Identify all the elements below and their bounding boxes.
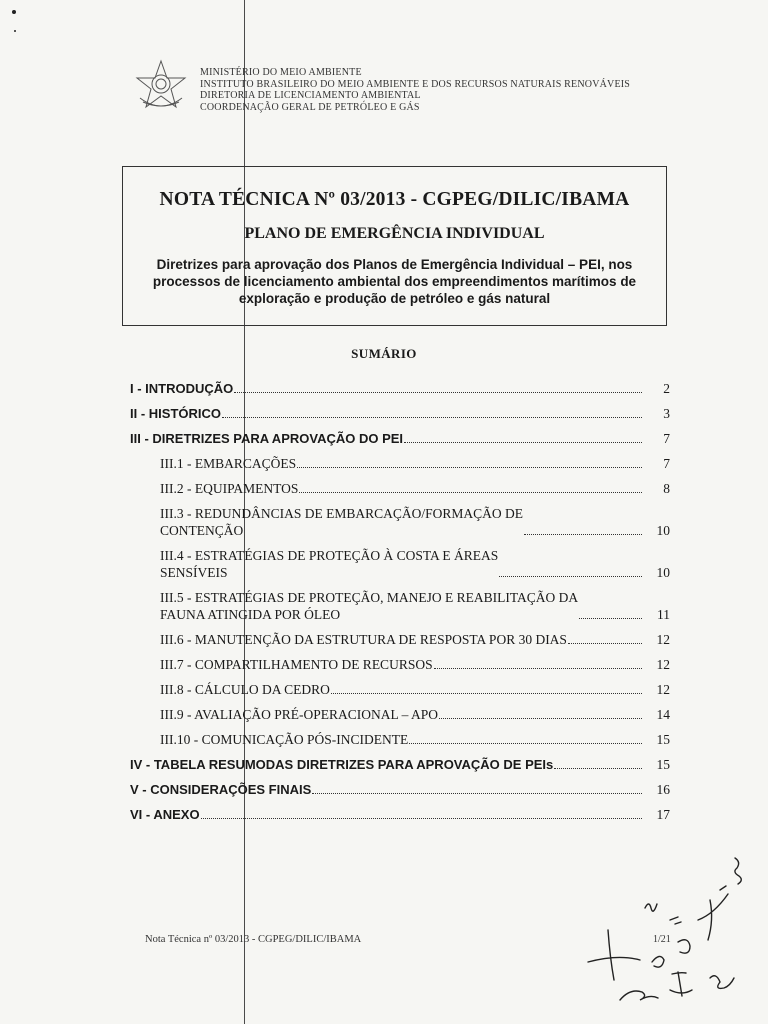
toc-item[interactable] <box>130 380 670 397</box>
toc-page-number: 17 <box>656 807 670 822</box>
toc-page-number: 14 <box>656 707 670 722</box>
toc-item[interactable] <box>130 405 670 422</box>
header-line-institute: INSTITUTO BRASILEIRO DO MEIO AMBIENTE E DOS RECURSOS NATURAIS RENOVÁVEIS <box>200 78 631 90</box>
toc-page-number: 7 <box>663 431 670 446</box>
toc-leader <box>312 793 642 794</box>
toc-page-number: 12 <box>656 682 670 697</box>
title-box <box>122 166 667 326</box>
toc-page-number: 15 <box>656 757 670 772</box>
toc-label: V - CONSIDERAÇÕES FINAIS <box>130 782 312 797</box>
toc-page-number: 12 <box>656 632 670 647</box>
toc-label: II - HISTÓRICO <box>130 406 221 421</box>
page-counter: 1/21 <box>653 934 671 945</box>
toc-leader <box>499 576 642 577</box>
sumario-heading: SUMÁRIO <box>351 346 417 361</box>
scan-speck <box>12 10 16 14</box>
toc-page-number: 7 <box>663 456 670 471</box>
handwritten-signatures-icon <box>560 850 760 1020</box>
header-line-directorate: DIRETORIA DE LICENCIAMENTO AMBIENTAL <box>200 90 421 101</box>
toc-item[interactable] <box>130 480 670 497</box>
toc-leader <box>299 492 642 493</box>
toc-leader <box>439 718 642 719</box>
toc-label: III.9 - AVALIAÇÃO PRÉ-OPERACIONAL – APO <box>160 707 439 722</box>
toc-item[interactable] <box>130 505 670 539</box>
toc-label: VI - ANEXO <box>130 807 200 822</box>
toc-item[interactable] <box>130 731 670 748</box>
toc-leader <box>409 743 642 744</box>
toc-leader <box>554 768 642 769</box>
toc-label: III.7 - COMPARTILHAMENTO DE RECURSOS <box>160 657 433 672</box>
toc-item[interactable] <box>130 430 670 447</box>
toc-label: III.2 - EQUIPAMENTOS <box>160 481 299 496</box>
toc-leader <box>331 693 642 694</box>
toc-leader <box>404 442 642 443</box>
toc-page-number: 3 <box>663 406 670 421</box>
toc-item[interactable] <box>130 806 670 823</box>
document-title: NOTA TÉCNICA Nº 03/2013 - CGPEG/DILIC/IBAMA <box>159 189 630 210</box>
toc-page-number: 2 <box>663 381 670 396</box>
toc-leader <box>434 668 642 669</box>
toc-item[interactable] <box>130 706 670 723</box>
toc-label: III.4 - ESTRATÉGIAS DE PROTEÇÃO À COSTA E ÁREAS SENSÍVEIS <box>160 548 499 580</box>
toc-item[interactable] <box>130 656 670 673</box>
toc-page-number: 8 <box>663 481 670 496</box>
document-description: Diretrizes para aprovação dos Planos de Emergência Individual – PEI, nos processos de licenciamento ambiental dos empreendimentos marítimos de exploração e produção de petróleo e gás natural <box>152 257 637 306</box>
table-of-contents <box>130 380 670 831</box>
toc-leader <box>579 618 642 619</box>
toc-label: III.1 - EMBARCAÇÕES <box>160 456 297 471</box>
toc-label: III - DIRETRIZES PARA APROVAÇÃO DO PEI <box>130 431 404 446</box>
brazil-coat-of-arms-icon <box>134 58 188 112</box>
toc-label: III.5 - ESTRATÉGIAS DE PROTEÇÃO, MANEJO E REABILITAÇÃO DA FAUNA ATINGIDA POR ÓLEO <box>160 590 579 622</box>
toc-leader <box>222 417 642 418</box>
toc-page-number: 15 <box>656 732 670 747</box>
toc-page-number: 12 <box>656 657 670 672</box>
toc-leader <box>568 643 642 644</box>
toc-label: I - INTRODUÇÃO <box>130 381 234 396</box>
toc-item[interactable] <box>130 547 670 581</box>
document-subtitle: PLANO DE EMERGÊNCIA INDIVIDUAL <box>244 225 545 242</box>
toc-label: III.3 - REDUNDÂNCIAS DE EMBARCAÇÃO/FORMAÇÃO DE CONTENÇÃO <box>160 506 524 538</box>
toc-label: III.8 - CÁLCULO DA CEDRO <box>160 682 330 697</box>
toc-item[interactable] <box>130 631 670 648</box>
toc-label: IV - TABELA RESUMODAS DIRETRIZES PARA APROVAÇÃO DE PEIs <box>130 757 554 772</box>
toc-leader <box>297 467 642 468</box>
toc-item[interactable] <box>130 589 670 623</box>
toc-page-number: 10 <box>656 565 670 580</box>
header-line-coordination: COORDENAÇÃO GERAL DE PETRÓLEO E GÁS <box>200 101 420 113</box>
toc-item[interactable] <box>130 756 670 773</box>
toc-page-number: 11 <box>657 607 670 622</box>
toc-leader <box>201 818 642 819</box>
toc-label: III.10 - COMUNICAÇÃO PÓS-INCIDENTE <box>160 732 409 747</box>
toc-page-number: 16 <box>656 782 670 797</box>
toc-label: III.6 - MANUTENÇÃO DA ESTRUTURA DE RESPOSTA POR 30 DIAS <box>160 632 567 647</box>
toc-leader <box>524 534 642 535</box>
toc-page-number: 10 <box>656 523 670 538</box>
toc-item[interactable] <box>130 781 670 798</box>
toc-item[interactable] <box>130 455 670 472</box>
institution-header <box>200 67 630 113</box>
toc-leader <box>234 392 642 393</box>
toc-item[interactable] <box>130 681 670 698</box>
header-line-ministry: MINISTÉRIO DO MEIO AMBIENTE <box>200 67 362 78</box>
scan-speck <box>14 30 16 32</box>
page-footer: Nota Técnica nº 03/2013 - CGPEG/DILIC/IBAMA <box>145 934 362 945</box>
